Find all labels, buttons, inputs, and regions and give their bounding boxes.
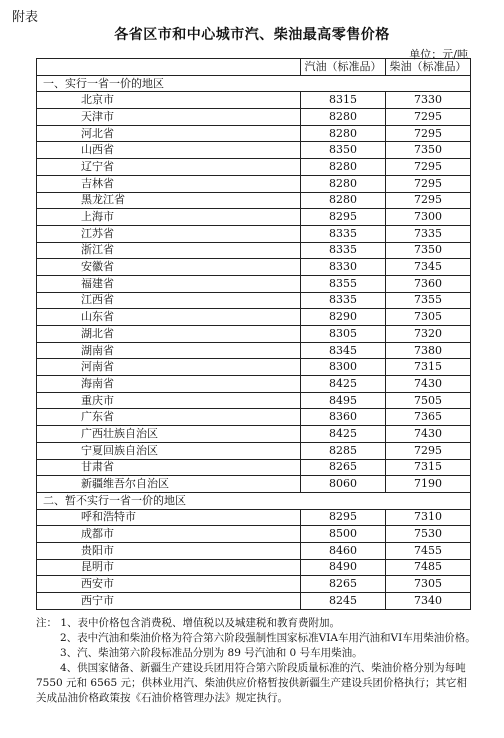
table-row (37, 225, 471, 242)
region-cell: 山西省 (37, 142, 301, 159)
diesel-price-cell: 7315 (386, 359, 471, 376)
region-cell: 新疆维吾尔自治区 (37, 476, 301, 493)
diesel-price-cell: 7530 (386, 526, 471, 543)
diesel-price-cell: 7295 (386, 159, 471, 176)
column-header-gasoline: 汽油（标准品） (301, 59, 386, 76)
gasoline-price-cell: 8315 (301, 92, 386, 109)
diesel-price-cell: 7330 (386, 92, 471, 109)
diesel-price-cell: 7485 (386, 559, 471, 576)
region-cell: 黑龙江省 (37, 192, 301, 209)
section-row (37, 75, 471, 92)
diesel-price-cell: 7340 (386, 593, 471, 610)
table-row (37, 542, 471, 559)
diesel-price-cell: 7305 (386, 576, 471, 593)
region-cell: 呼和浩特市 (37, 509, 301, 526)
gasoline-price-cell: 8305 (301, 326, 386, 343)
table-row (37, 476, 471, 493)
column-header-diesel: 柴油（标准品） (386, 59, 471, 76)
note-4: 4、供国家储备、新疆生产建设兵团用符合第六阶段质量标准的汽、柴油价格分别为每吨 7550 元和 6565 元；供林业用汽、柴油供应价格暂按供新疆生产建设兵团价格执行；其它相关成品油价格政策按《石油价格管理办法》规定执行。 (36, 662, 467, 704)
gasoline-price-cell: 8300 (301, 359, 386, 376)
diesel-price-cell: 7295 (386, 192, 471, 209)
section-title: 二、暂不实行一省一价的地区 (37, 492, 471, 509)
table-row (37, 175, 471, 192)
notes-section (36, 616, 476, 706)
table-row (37, 526, 471, 543)
diesel-price-cell: 7305 (386, 309, 471, 326)
note-2: 2、表中汽油和柴油价格为符合第六阶段强制性国家标准VIA车用汽油和VI车用柴油价格。 (60, 632, 476, 644)
gasoline-price-cell: 8335 (301, 292, 386, 309)
gasoline-price-cell: 8265 (301, 459, 386, 476)
table-row (37, 309, 471, 326)
region-cell: 河南省 (37, 359, 301, 376)
diesel-price-cell: 7310 (386, 509, 471, 526)
gasoline-price-cell: 8245 (301, 593, 386, 610)
gasoline-price-cell: 8265 (301, 576, 386, 593)
diesel-price-cell: 7350 (386, 242, 471, 259)
table-row (37, 392, 471, 409)
table-row (37, 342, 471, 359)
gasoline-price-cell: 8285 (301, 442, 386, 459)
diesel-price-cell: 7350 (386, 142, 471, 159)
gasoline-price-cell: 8350 (301, 142, 386, 159)
region-cell: 西宁市 (37, 593, 301, 610)
region-cell: 北京市 (37, 92, 301, 109)
table-row (37, 192, 471, 209)
gasoline-price-cell: 8335 (301, 242, 386, 259)
diesel-price-cell: 7295 (386, 442, 471, 459)
table-row (37, 442, 471, 459)
gasoline-price-cell: 8280 (301, 192, 386, 209)
gasoline-price-cell: 8290 (301, 309, 386, 326)
unit-label: 单位：元/吨 (409, 48, 468, 61)
annex-label: 附表 (12, 10, 39, 25)
note-1: 注： 1、表中价格包含消费税、增值税以及城建税和教育费附加。 (36, 617, 341, 629)
diesel-price-cell: 7360 (386, 275, 471, 292)
column-header-region (37, 59, 301, 76)
diesel-price-cell: 7295 (386, 125, 471, 142)
region-cell: 广西壮族自治区 (37, 426, 301, 443)
diesel-price-cell: 7455 (386, 542, 471, 559)
region-cell: 山东省 (37, 309, 301, 326)
gasoline-price-cell: 8335 (301, 225, 386, 242)
diesel-price-cell: 7355 (386, 292, 471, 309)
gasoline-price-cell: 8360 (301, 409, 386, 426)
diesel-price-cell: 7505 (386, 392, 471, 409)
table-row (37, 559, 471, 576)
price-table (36, 58, 471, 610)
gasoline-price-cell: 8495 (301, 392, 386, 409)
table-row (37, 292, 471, 309)
gasoline-price-cell: 8280 (301, 159, 386, 176)
diesel-price-cell: 7315 (386, 459, 471, 476)
region-cell: 上海市 (37, 209, 301, 226)
region-cell: 安徽省 (37, 259, 301, 276)
diesel-price-cell: 7430 (386, 426, 471, 443)
region-cell: 贵阳市 (37, 542, 301, 559)
region-cell: 甘肃省 (37, 459, 301, 476)
gasoline-price-cell: 8500 (301, 526, 386, 543)
region-cell: 广东省 (37, 409, 301, 426)
table-row (37, 426, 471, 443)
gasoline-price-cell: 8295 (301, 509, 386, 526)
diesel-price-cell: 7345 (386, 259, 471, 276)
region-cell: 成都市 (37, 526, 301, 543)
diesel-price-cell: 7190 (386, 476, 471, 493)
table-row (37, 109, 471, 126)
region-cell: 天津市 (37, 109, 301, 126)
gasoline-price-cell: 8345 (301, 342, 386, 359)
table-row (37, 209, 471, 226)
diesel-price-cell: 7295 (386, 109, 471, 126)
diesel-price-cell: 7335 (386, 225, 471, 242)
region-cell: 宁夏回族自治区 (37, 442, 301, 459)
region-cell: 浙江省 (37, 242, 301, 259)
gasoline-price-cell: 8460 (301, 542, 386, 559)
region-cell: 江西省 (37, 292, 301, 309)
table-header-row (37, 59, 471, 76)
gasoline-price-cell: 8280 (301, 109, 386, 126)
gasoline-price-cell: 8425 (301, 376, 386, 393)
gasoline-price-cell: 8295 (301, 209, 386, 226)
region-cell: 湖北省 (37, 326, 301, 343)
note-3: 3、汽、柴油第六阶段标准品分别为 89 号汽油和 0 号车用柴油。 (60, 647, 363, 659)
diesel-price-cell: 7365 (386, 409, 471, 426)
region-cell: 福建省 (37, 275, 301, 292)
table-row (37, 326, 471, 343)
section-row (37, 492, 471, 509)
region-cell: 河北省 (37, 125, 301, 142)
table-row (37, 242, 471, 259)
table-row (37, 409, 471, 426)
table-row (37, 159, 471, 176)
table-row (37, 142, 471, 159)
table-row (37, 509, 471, 526)
diesel-price-cell: 7295 (386, 175, 471, 192)
table-row (37, 376, 471, 393)
gasoline-price-cell: 8490 (301, 559, 386, 576)
gasoline-price-cell: 8425 (301, 426, 386, 443)
table-body (37, 75, 471, 609)
gasoline-price-cell: 8280 (301, 175, 386, 192)
region-cell: 昆明市 (37, 559, 301, 576)
table-row (37, 275, 471, 292)
region-cell: 江苏省 (37, 225, 301, 242)
region-cell: 辽宁省 (37, 159, 301, 176)
region-cell: 吉林省 (37, 175, 301, 192)
diesel-price-cell: 7380 (386, 342, 471, 359)
table-row (37, 259, 471, 276)
table-row (37, 125, 471, 142)
gasoline-price-cell: 8280 (301, 125, 386, 142)
gasoline-price-cell: 8330 (301, 259, 386, 276)
table-row (37, 92, 471, 109)
page-title: 各省区市和中心城市汽、柴油最高零售价格 (114, 27, 390, 43)
diesel-price-cell: 7320 (386, 326, 471, 343)
gasoline-price-cell: 8060 (301, 476, 386, 493)
table-row (37, 576, 471, 593)
region-cell: 海南省 (37, 376, 301, 393)
diesel-price-cell: 7430 (386, 376, 471, 393)
gasoline-price-cell: 8355 (301, 275, 386, 292)
region-cell: 湖南省 (37, 342, 301, 359)
region-cell: 重庆市 (37, 392, 301, 409)
section-title: 一、实行一省一价的地区 (37, 75, 471, 92)
table-row (37, 593, 471, 610)
diesel-price-cell: 7300 (386, 209, 471, 226)
table-row (37, 359, 471, 376)
region-cell: 西安市 (37, 576, 301, 593)
table-row (37, 459, 471, 476)
